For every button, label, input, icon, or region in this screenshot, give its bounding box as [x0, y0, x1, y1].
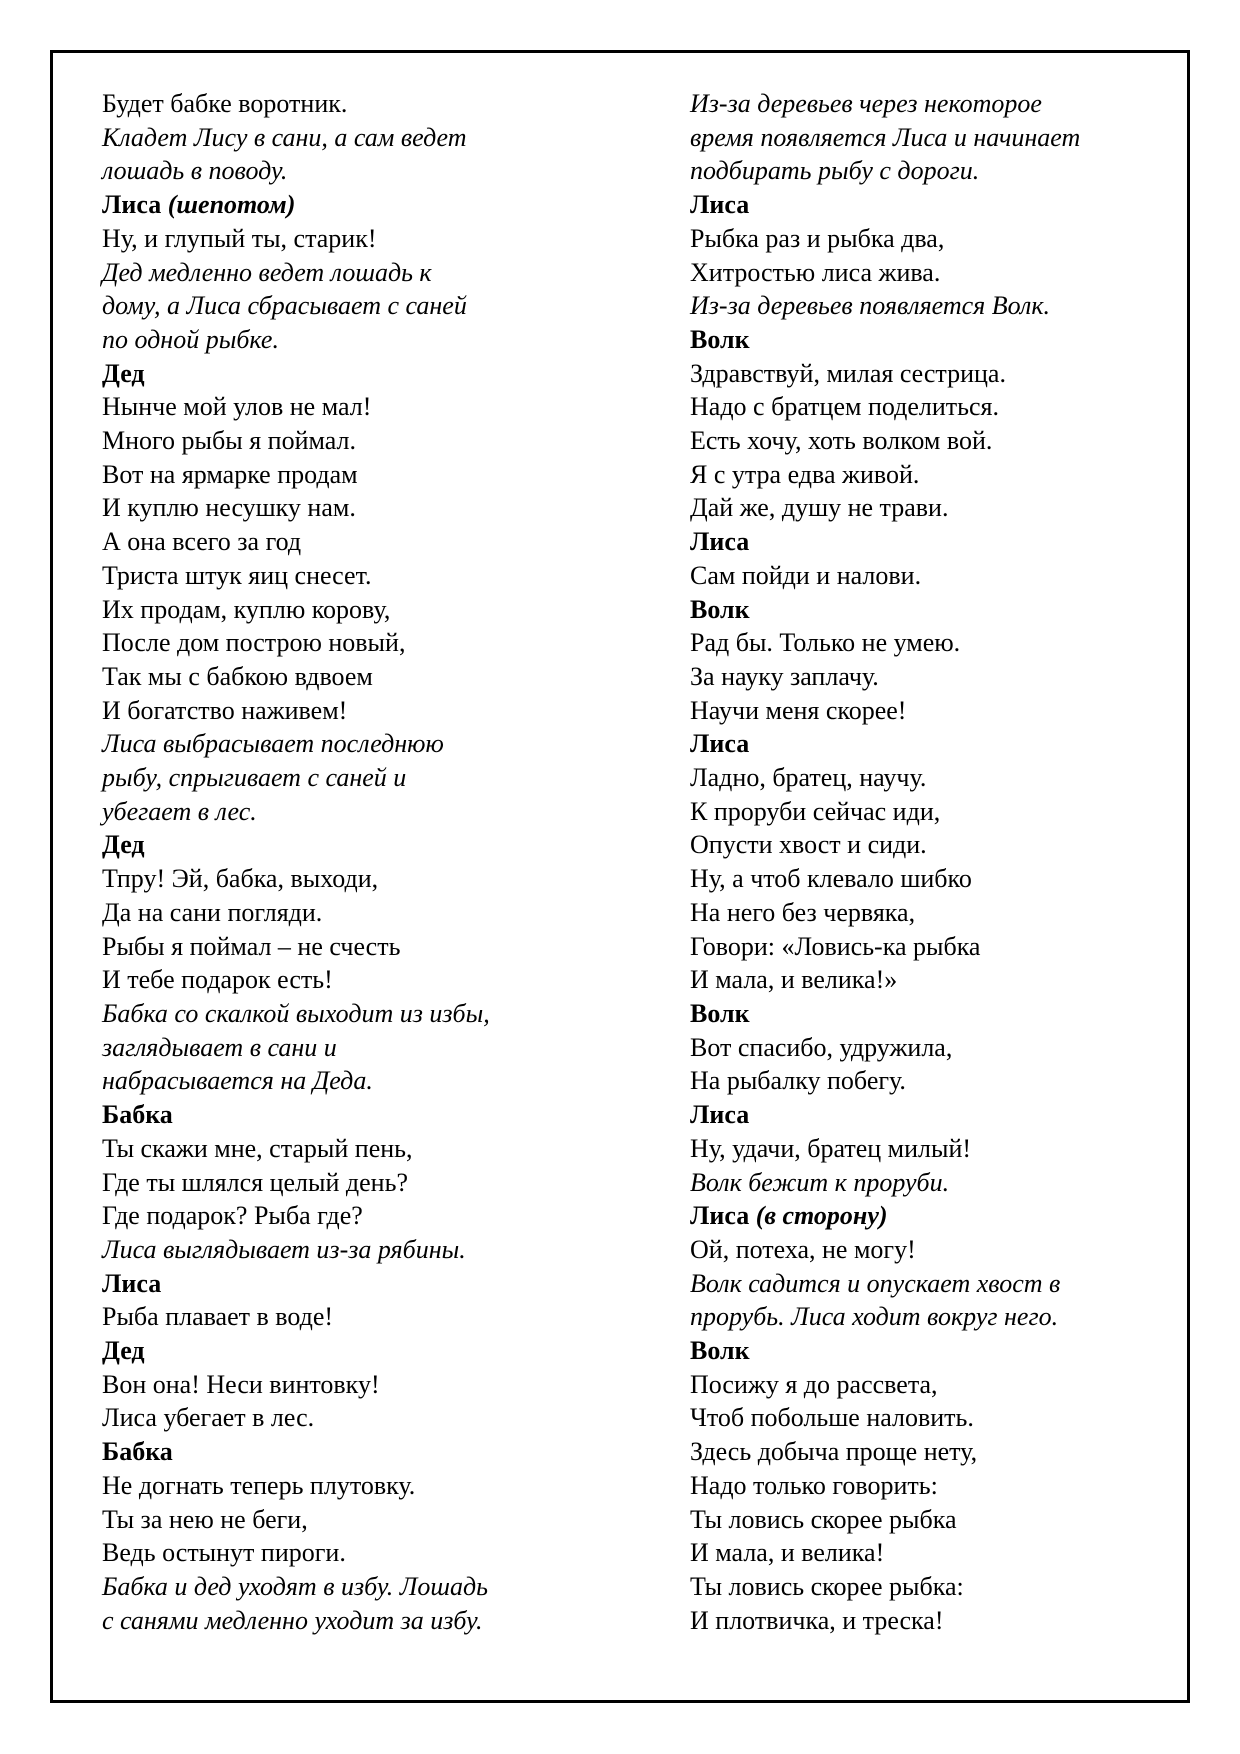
- stage-direction-line: Кладет Лису в сани, а сам ведет: [102, 122, 467, 152]
- stage-direction-line: Лиса выбрасывает последнюю: [102, 729, 444, 759]
- dialogue-line: Триста штук яиц снесет.: [102, 560, 372, 590]
- character-name: Дед: [102, 358, 145, 388]
- stage-direction-line: Из-за деревьев появляется Волк.: [690, 291, 1051, 321]
- character-parenthetical: (в сторону): [755, 1201, 888, 1231]
- character-name: Лиса: [102, 1268, 162, 1298]
- dialogue-line: Нынче мой улов не мал!: [102, 392, 372, 422]
- dialogue-line: Ой, потеха, не могу!: [690, 1234, 916, 1264]
- stage-direction-line: Бабка и дед уходят в избу. Лошадь: [102, 1571, 488, 1601]
- dialogue-line: Ну, и глупый ты, старик!: [102, 223, 377, 253]
- dialogue-line: Дай же, душу не трави.: [690, 493, 949, 523]
- character-name-text: Лиса: [102, 190, 168, 220]
- character-name: Дед: [102, 830, 145, 860]
- dialogue-line: Так мы с бабкою вдвоем: [102, 661, 373, 691]
- dialogue-line: Где ты шлялся целый день?: [102, 1167, 408, 1197]
- stage-direction-line: Волк садится и опускает хвост в: [690, 1268, 1061, 1298]
- stage-direction-line: набрасывается на Деда.: [102, 1066, 373, 1096]
- dialogue-line: Где подарок? Рыба где?: [102, 1201, 363, 1231]
- script-columns: [53, 53, 1187, 1637]
- dialogue-line: Ты за нею не беги,: [102, 1504, 308, 1534]
- dialogue-line: И плотвичка, и треска!: [690, 1605, 944, 1635]
- dialogue-line: И богатство наживем!: [102, 695, 348, 725]
- script-column-left: [102, 87, 690, 1637]
- dialogue-line: Много рыбы я поймал.: [102, 426, 357, 456]
- dialogue-line: Лиса убегает в лес.: [102, 1403, 315, 1433]
- dialogue-line: Ну, а чтоб клевало шибко: [690, 864, 972, 894]
- dialogue-line: Ты скажи мне, старый пень,: [102, 1133, 413, 1163]
- stage-direction-line: время появляется Лиса и начинает: [690, 122, 1081, 152]
- dialogue-line: Да на сани погляди.: [102, 897, 323, 927]
- dialogue-line: Вот на ярмарке продам: [102, 459, 358, 489]
- stage-direction-line: Бабка со скалкой выходит из избы,: [102, 998, 490, 1028]
- character-name: Волк: [690, 1336, 750, 1366]
- dialogue-line: К проруби сейчас иди,: [690, 796, 941, 826]
- dialogue-line: И мала, и велика!»: [690, 965, 898, 995]
- dialogue-line: Рыба плавает в воде!: [102, 1302, 334, 1332]
- dialogue-line: Чтоб побольше наловить.: [690, 1403, 974, 1433]
- stage-direction-line: Из-за деревьев через некоторое: [690, 89, 1042, 118]
- character-name: Лиса: [690, 190, 750, 220]
- dialogue-line: Ну, удачи, братец милый!: [690, 1133, 972, 1163]
- stage-direction-line: Волк бежит к проруби.: [690, 1167, 950, 1197]
- dialogue-line: Их продам, куплю корову,: [102, 594, 391, 624]
- dialogue-line: Посижу я до рассвета,: [690, 1369, 938, 1399]
- character-name: Волк: [690, 324, 750, 354]
- stage-direction-line: лошадь в поводу.: [102, 156, 288, 186]
- dialogue-line: А она всего за год: [102, 527, 302, 557]
- character-name: Бабка: [102, 1437, 173, 1467]
- character-name: Бабка: [102, 1100, 173, 1130]
- dialogue-line: Ведь остынут пироги.: [102, 1538, 346, 1568]
- dialogue-line: Ладно, братец, научу.: [690, 763, 927, 793]
- dialogue-line: На него без червяка,: [690, 897, 916, 927]
- dialogue-line: Ты ловись скорее рыбка:: [690, 1571, 964, 1601]
- character-name: Волк: [690, 998, 750, 1028]
- dialogue-line: Не догнать теперь плутовку.: [102, 1470, 416, 1500]
- dialogue-line: Вон она! Неси винтовку!: [102, 1369, 380, 1399]
- character-name: [102, 188, 690, 222]
- character-name: Волк: [690, 594, 750, 624]
- dialogue-line: Надо с братцем поделиться.: [690, 392, 999, 422]
- dialogue-line: На рыбалку побегу.: [690, 1066, 906, 1096]
- dialogue-line: Надо только говорить:: [690, 1470, 938, 1500]
- stage-direction-line: рыбу, спрыгивает с саней и: [102, 763, 407, 793]
- stage-direction-line: прорубь. Лиса ходит вокруг него.: [690, 1302, 1059, 1332]
- dialogue-line: Хитростью лиса жива.: [690, 257, 941, 287]
- dialogue-line: Есть хочу, хоть волком вой.: [690, 426, 993, 456]
- stage-direction-line: подбирать рыбу с дороги.: [690, 156, 980, 186]
- dialogue-line: Будет бабке воротник.: [102, 89, 348, 118]
- dialogue-line: И мала, и велика!: [690, 1538, 885, 1568]
- dialogue-line: Тпру! Эй, бабка, выходи,: [102, 864, 379, 894]
- character-name: Лиса: [690, 729, 750, 759]
- dialogue-line: Научи меня скорее!: [690, 695, 907, 725]
- dialogue-line: Рыбы я поймал – не счесть: [102, 931, 401, 961]
- dialogue-line: И тебе подарок есть!: [102, 965, 333, 995]
- character-name-text: Лиса: [690, 1201, 756, 1231]
- character-name: Лиса: [690, 527, 750, 557]
- dialogue-line: И куплю несушку нам.: [102, 493, 356, 523]
- character-name: [690, 1199, 1130, 1233]
- stage-direction-line: Лиса выглядывает из-за рябины.: [102, 1234, 466, 1264]
- dialogue-line: Ты ловись скорее рыбка: [690, 1504, 957, 1534]
- dialogue-line: Здесь добыча проще нету,: [690, 1437, 978, 1467]
- dialogue-line: Опусти хвост и сиди.: [690, 830, 927, 860]
- stage-direction-line: убегает в лес.: [102, 796, 257, 826]
- stage-direction-line: заглядывает в сани и: [102, 1032, 337, 1062]
- dialogue-line: За науку заплачу.: [690, 661, 879, 691]
- stage-direction-line: с санями медленно уходит за избу.: [102, 1605, 483, 1635]
- dialogue-line: Вот спасибо, удружила,: [690, 1032, 953, 1062]
- character-name: Лиса: [690, 1100, 750, 1130]
- dialogue-line: Говори: «Ловись-ка рыбка: [690, 931, 981, 961]
- character-parenthetical: (шепотом): [167, 190, 296, 220]
- character-name: Дед: [102, 1336, 145, 1366]
- dialogue-line: Рад бы. Только не умею.: [690, 628, 961, 658]
- dialogue-line: После дом построю новый,: [102, 628, 406, 658]
- dialogue-line: Сам пойди и налови.: [690, 560, 922, 590]
- script-column-right: [690, 87, 1130, 1637]
- dialogue-line: Рыбка раз и рыбка два,: [690, 223, 945, 253]
- dialogue-line: Здравствуй, милая сестрица.: [690, 358, 1006, 388]
- dialogue-line: Я с утра едва живой.: [690, 459, 920, 489]
- script-frame: [50, 50, 1190, 1703]
- stage-direction-line: по одной рыбке.: [102, 324, 279, 354]
- stage-direction-line: Дед медленно ведет лошадь к: [102, 257, 432, 287]
- stage-direction-line: дому, а Лиса сбрасывает с саней: [102, 291, 467, 321]
